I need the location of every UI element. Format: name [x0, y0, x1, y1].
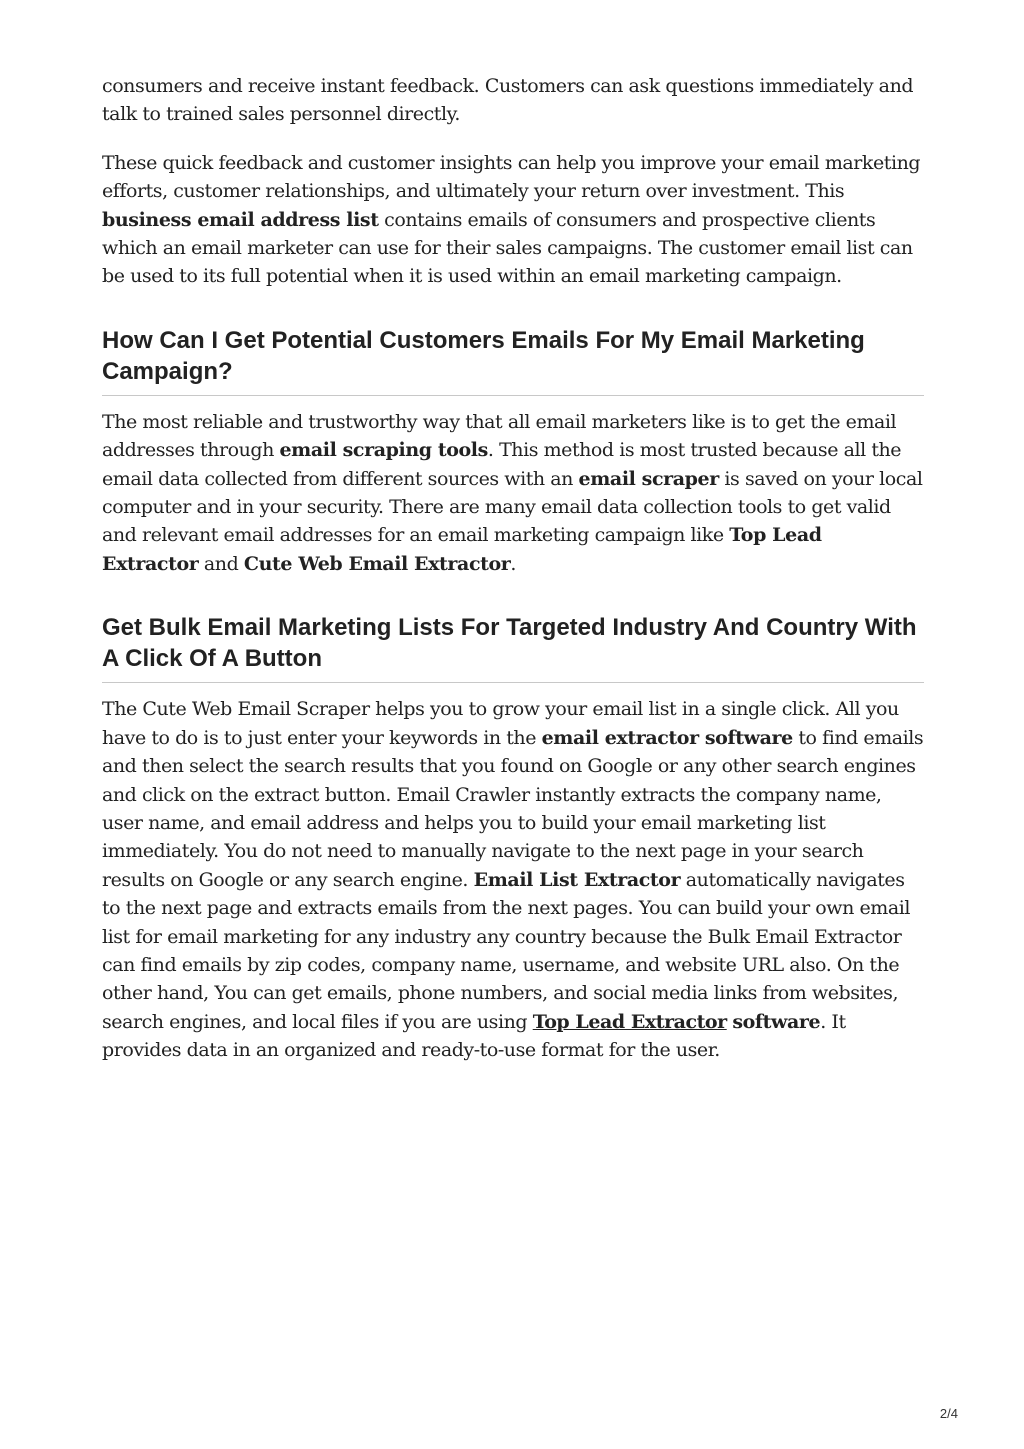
page-number: 2/4: [939, 1406, 958, 1421]
section-heading-block-1: [102, 325, 924, 396]
paragraph-intro-continued: consumers and receive instant feedback. Customers can ask questions immediately and talk to trained sales personnel directly.: [102, 75, 914, 126]
paragraph-cute-web-email-scraper: The Cute Web Email Scraper helps you to grow your email list in a single click. All you have to do is to just enter your keywords in the email extractor software to find emails and then select the search results that you found on Google or any other search engines and click on the extract button. Email Crawler instantly extracts the company name, user name, and email address and helps you to build your email marketing list immediately. You do not need to manually navigate to the next page in your search results on Google or any search engine. Email List Extractor automatically navigates to the next page and extracts emails from the next pages. You can build your own email list for email marketing for any industry any country because the Bulk Email Extractor can find emails by zip codes, company name, username, and website URL also. On the other hand, You can get emails, phone numbers, and social media links from websites, search engines, and local files if you are using Top Lead Extractor software. It provides data in an organized and ready-to-use format for the user.: [102, 698, 924, 1062]
section-heading-block-2: [102, 612, 924, 683]
paragraph-feedback: These quick feedback and customer insights can help you improve your email marketing efforts, customer relationships, and ultimately your return over investment. This business email address list contains emails of consumers and prospective clients which an email marketer can use for their sales campaigns. The customer email list can be used to its full potential when it is used within an email marketing campaign.: [102, 151, 921, 288]
bold-email-extractor-software: email extractor software: [541, 726, 793, 749]
section-heading-bulk-email-lists: Get Bulk Email Marketing Lists For Targeted Industry And Country With A Click Of A Button: [102, 612, 924, 683]
bold-top-lead-extractor: Top Lead Extractor: [102, 524, 822, 575]
paragraph-scraping-tools: The most reliable and trustworthy way that all email marketers like is to get the email addresses through email scraping tools. This method is most trusted because all the email data collected from different sources with an email scraper is saved on your local computer and in your security. There are many email data collection tools to get valid and relevant email addresses for an email marketing campaign like Top Lead Extractor and Cute Web Email Extractor.: [102, 410, 923, 575]
section-heading-potential-customers: How Can I Get Potential Customers Emails For My Email Marketing Campaign?: [102, 325, 924, 396]
bold-email-scraping-tools: email scraping tools: [279, 439, 488, 462]
bold-business-email-address-list: business email address list: [102, 208, 379, 231]
bold-software: software: [732, 1010, 821, 1033]
document-page: [102, 72, 924, 1085]
bold-email-scraper: email scraper: [578, 467, 719, 490]
bold-cute-web-email-extractor: Cute Web Email Extractor: [243, 552, 511, 575]
link-top-lead-extractor[interactable]: Top Lead Extractor: [532, 1010, 727, 1033]
bold-email-list-extractor: Email List Extractor: [473, 868, 681, 891]
